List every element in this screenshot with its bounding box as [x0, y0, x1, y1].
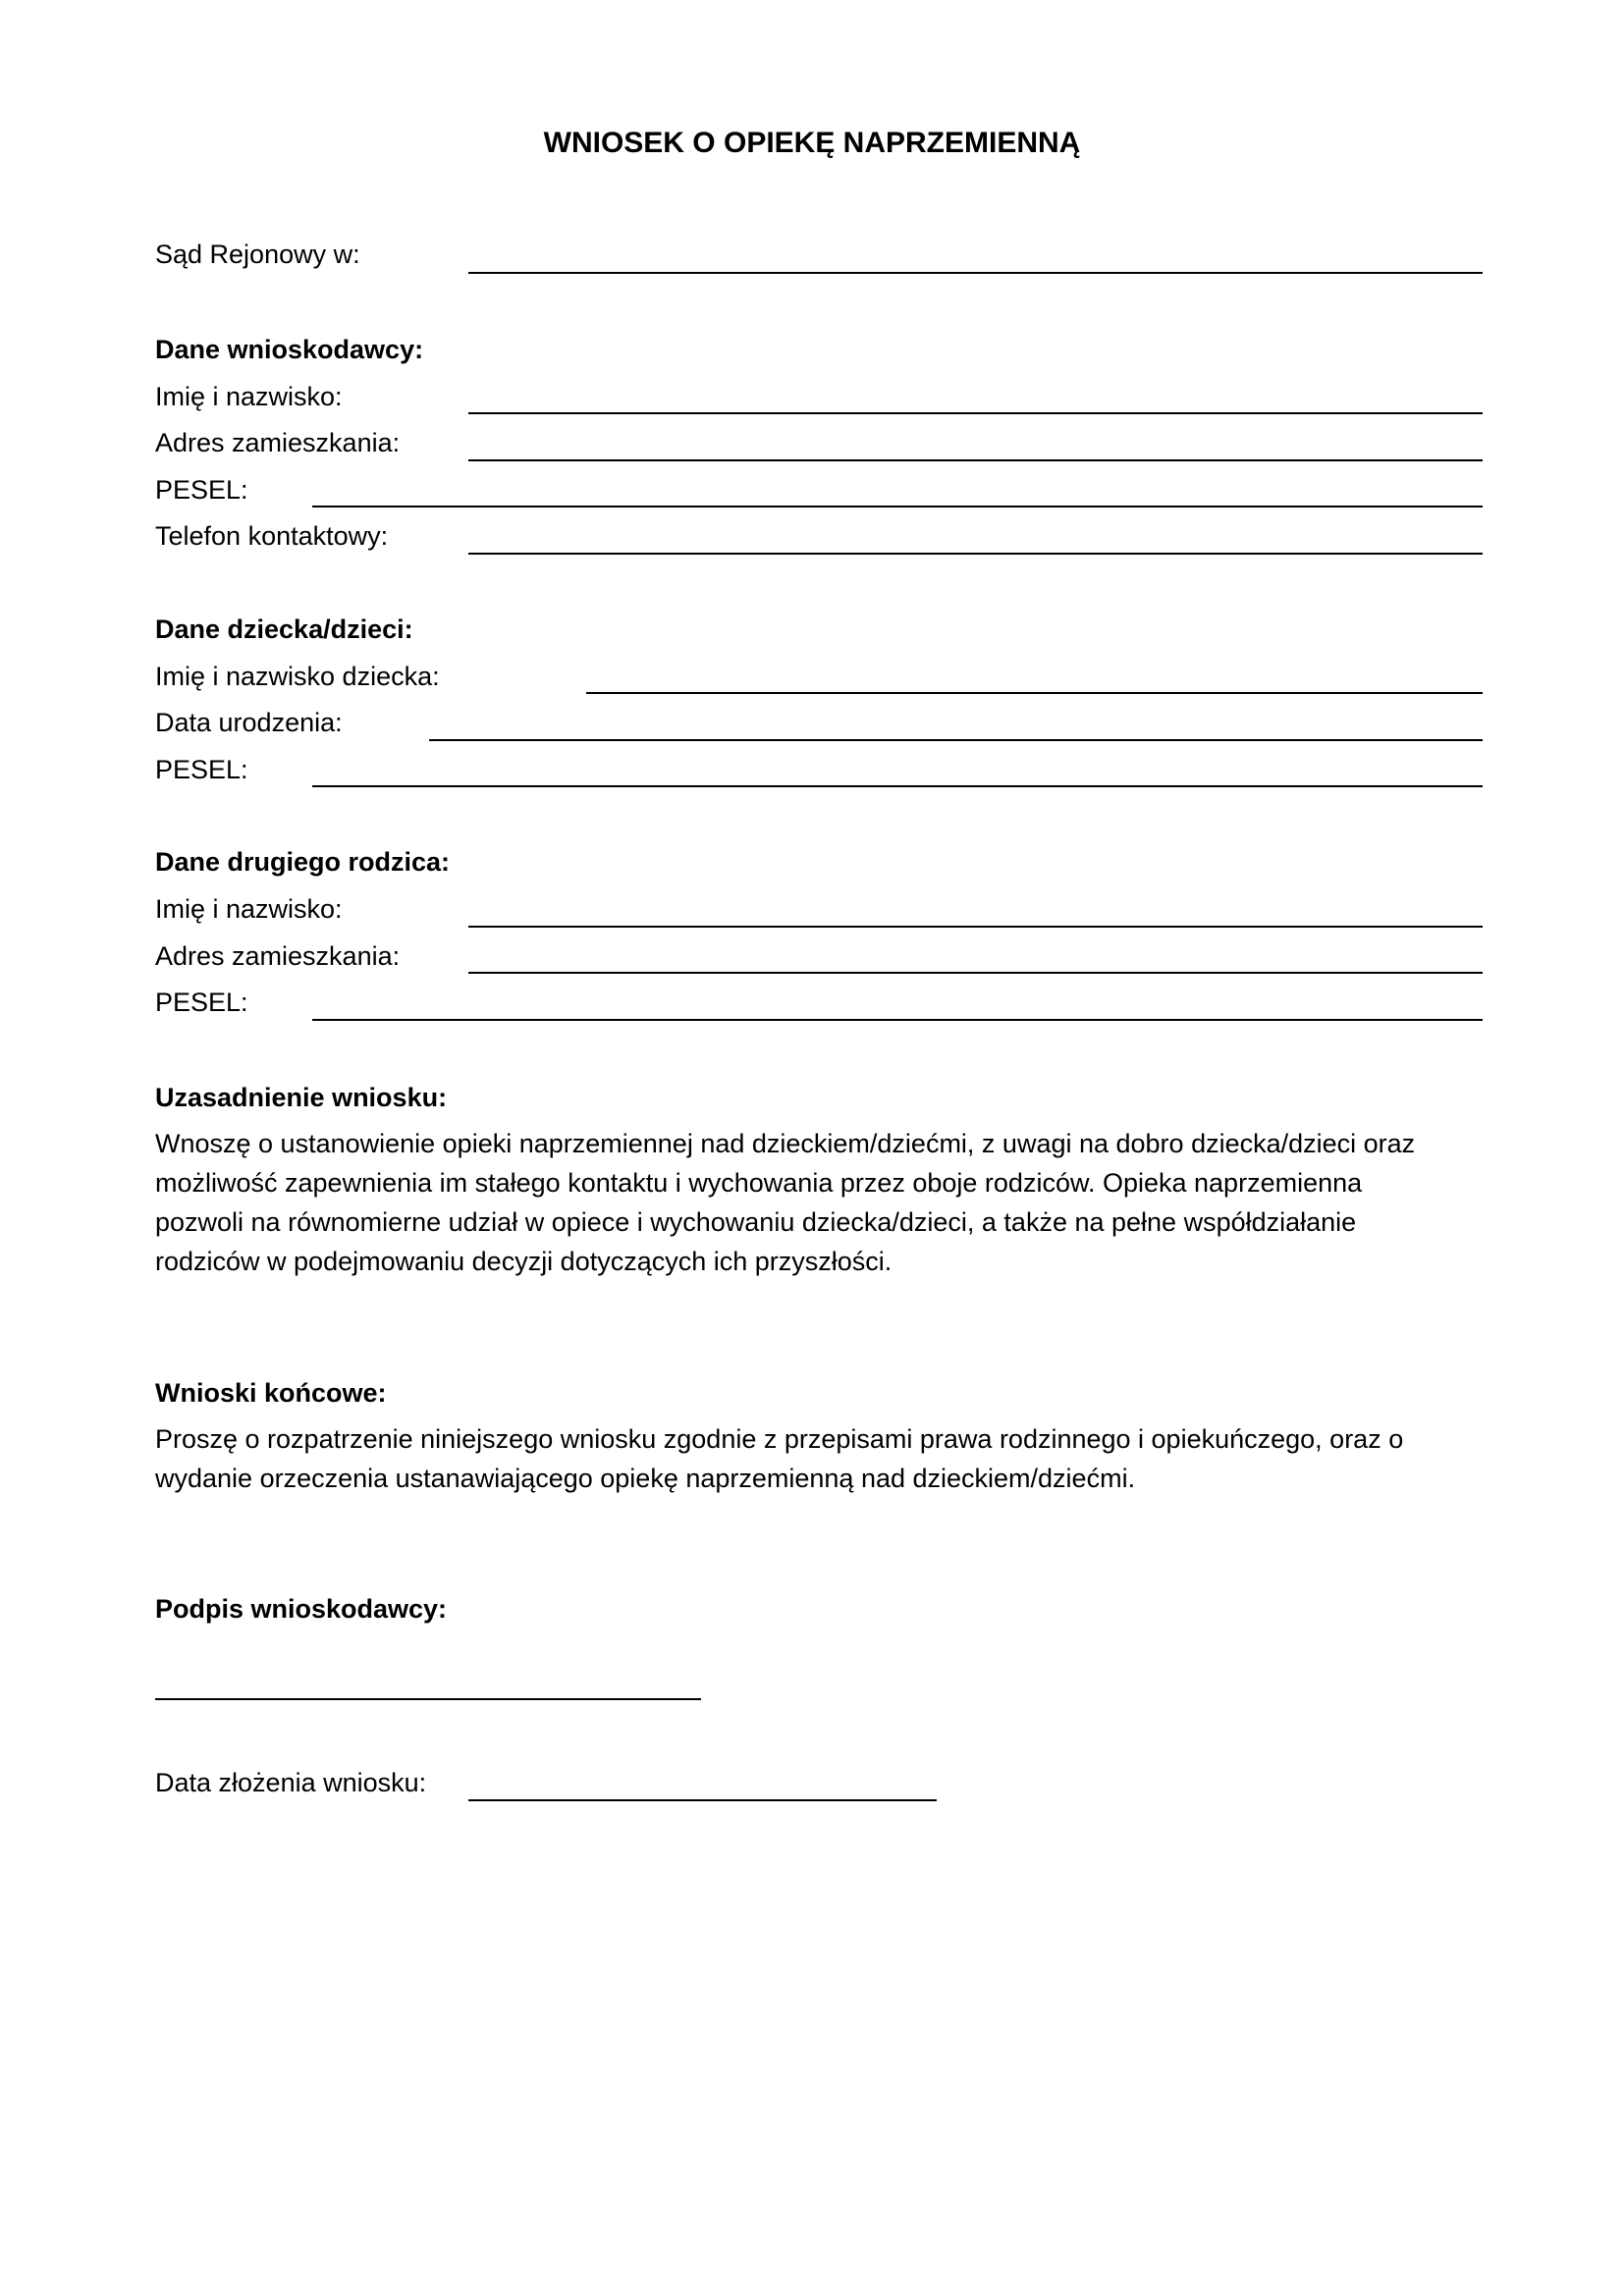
child-name-label: Imię i nazwisko dziecka: [155, 662, 440, 691]
applicant-address-field[interactable] [468, 459, 1483, 461]
other-parent-name-label: Imię i nazwisko: [155, 894, 343, 924]
court-label: Sąd Rejonowy w: [155, 240, 360, 269]
justification-line: pozwoli na równomierne udział w opiece i wychowaniu dziecka/dzieci, a także na pełne współdziałanie [155, 1207, 1357, 1237]
child-birth-field[interactable] [429, 739, 1483, 741]
signature-field[interactable] [155, 1698, 701, 1700]
other-parent-address-label: Adres zamieszkania: [155, 941, 401, 971]
child-name-field[interactable] [586, 692, 1483, 694]
other-parent-pesel-field[interactable] [312, 1019, 1483, 1021]
court-field[interactable] [468, 272, 1483, 274]
applicant-phone-label: Telefon kontaktowy: [155, 521, 389, 551]
justification-line: rodziców w podejmowaniu decyzji dotyczących ich przyszłości. [155, 1247, 893, 1276]
applicant-pesel-field[interactable] [312, 506, 1483, 507]
justification-line: Wnoszę o ustanowienie opieki naprzemiennej nad dzieckiem/dziećmi, z uwagi na dobro dziecka/dzieci oraz [155, 1129, 1416, 1158]
document-title: WNIOSEK O OPIEKĘ NAPRZEMIENNĄ [543, 127, 1081, 159]
other-parent-name-field[interactable] [468, 926, 1483, 928]
justification-text [155, 1124, 1490, 1281]
child-heading: Dane dziecka/dzieci: [155, 614, 413, 644]
final-requests-text [155, 1419, 1490, 1498]
justification-line: możliwość zapewnienia im stałego kontaktu i wychowania przez oboje rodziców. Opieka naprzemienna [155, 1168, 1363, 1198]
other-parent-pesel-label: PESEL: [155, 988, 248, 1017]
final-requests-line: wydanie orzeczenia ustanawiającego opiekę naprzemienną nad dzieckiem/dziećmi. [155, 1464, 1136, 1493]
applicant-name-field[interactable] [468, 412, 1483, 414]
final-requests-heading: Wnioski końcowe: [155, 1378, 387, 1408]
applicant-phone-field[interactable] [468, 553, 1483, 555]
child-pesel-label: PESEL: [155, 755, 248, 784]
other-parent-address-field[interactable] [468, 972, 1483, 974]
submission-date-field[interactable] [468, 1799, 937, 1801]
child-birth-label: Data urodzenia: [155, 708, 343, 737]
applicant-name-label: Imię i nazwisko: [155, 382, 343, 411]
final-requests-line: Proszę o rozpatrzenie niniejszego wniosku zgodnie z przepisami prawa rodzinnego i opiekuńczego, oraz o [155, 1424, 1404, 1454]
child-pesel-field[interactable] [312, 785, 1483, 787]
applicant-heading: Dane wnioskodawcy: [155, 335, 424, 364]
applicant-pesel-label: PESEL: [155, 475, 248, 505]
applicant-address-label: Adres zamieszkania: [155, 428, 401, 457]
signature-heading: Podpis wnioskodawcy: [155, 1594, 448, 1624]
other-parent-heading: Dane drugiego rodzica: [155, 847, 451, 877]
submission-date-label: Data złożenia wniosku: [155, 1768, 427, 1797]
justification-heading: Uzasadnienie wniosku: [155, 1083, 448, 1112]
